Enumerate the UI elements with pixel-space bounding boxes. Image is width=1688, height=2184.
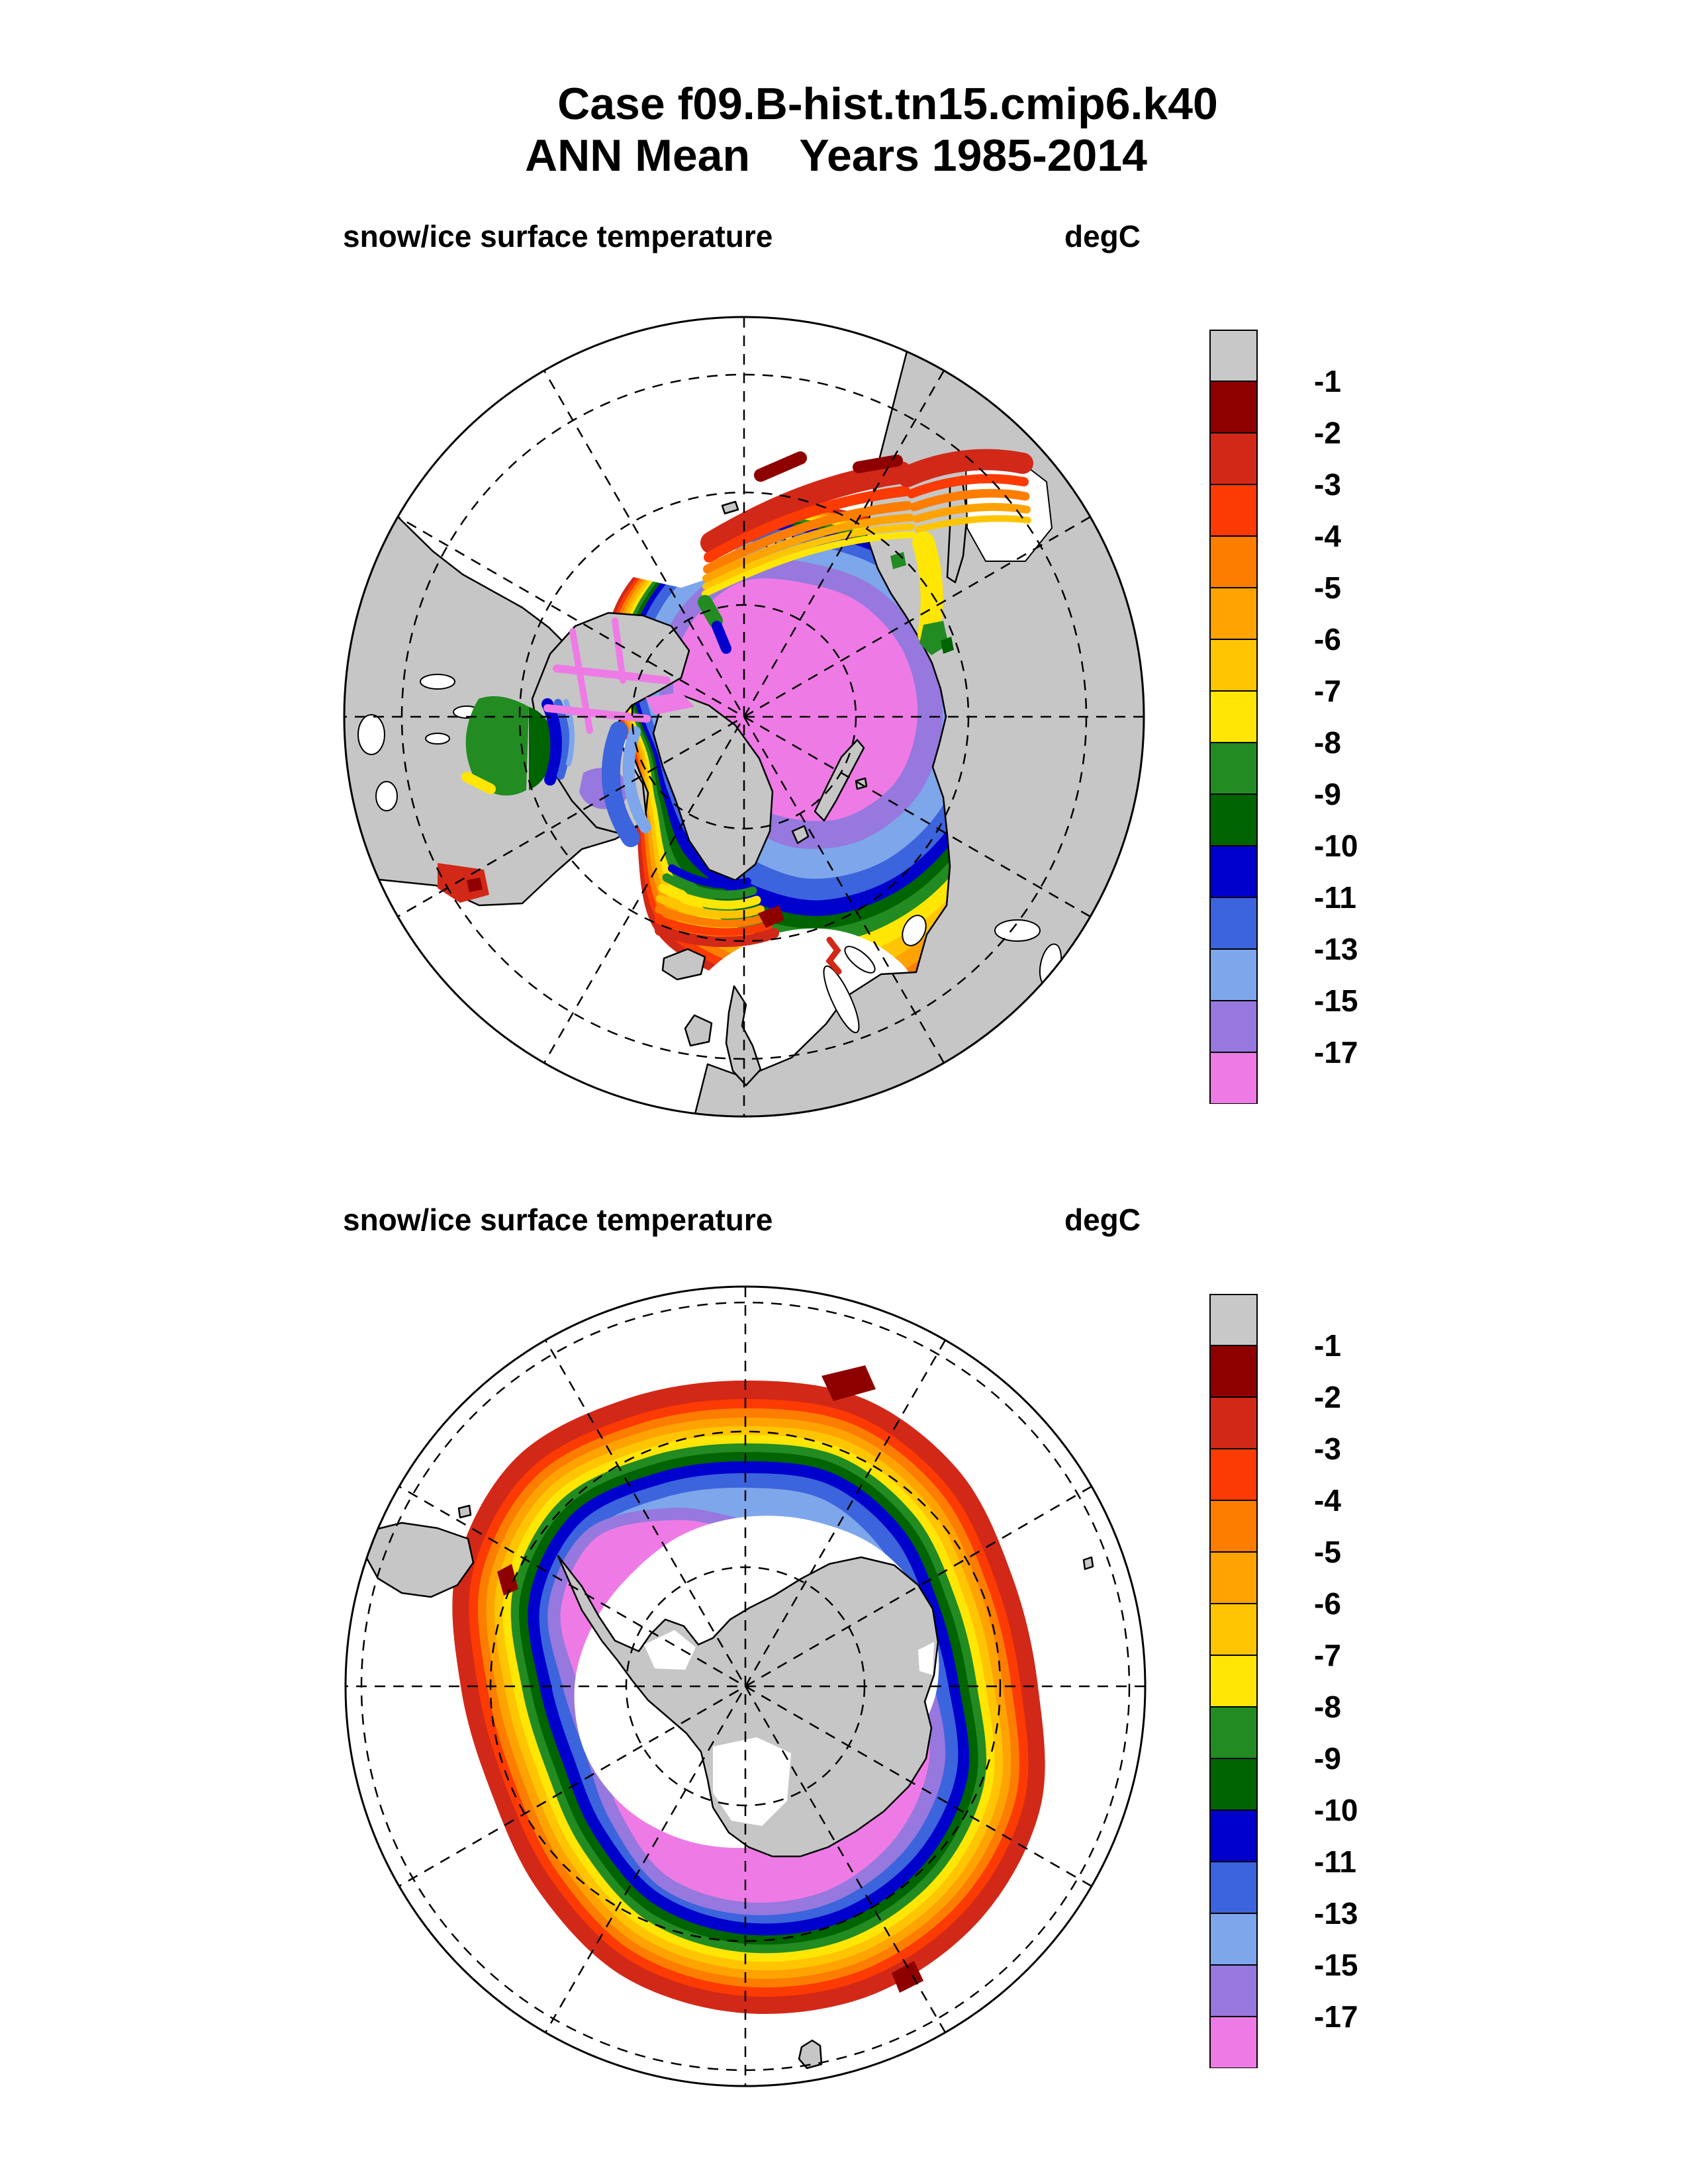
colorbar-tick-label: -2 [1314,416,1341,450]
colorbar-tick-label: -13 [1314,932,1358,966]
panel2-variable-label: snow/ice surface temperature [343,1203,773,1237]
colorbar-tick-label: -1 [1314,1328,1341,1363]
colorbar-tick-label: -4 [1314,1483,1341,1518]
lake-athabasca [426,733,449,744]
colorbar-cell [1209,1345,1258,1397]
colorbar-cell [1209,1552,1258,1604]
colorbar-tick-label: -17 [1314,1999,1358,2034]
colorbar-cell [1209,691,1258,743]
great-bear-lake [420,674,455,689]
west-coast-ice-free-area-2 [376,782,397,811]
figure-season-years: ANN Mean Years 1985-2014 [525,130,1147,181]
panel1-variable-label: snow/ice surface temperature [343,219,773,253]
colorbar-cell [1209,794,1258,846]
colorbar-tick-label: -6 [1314,622,1341,657]
colorbar-cell [1209,588,1258,639]
labrador-darkred-speck [467,878,483,892]
colorbar-cell [1209,2017,1258,2068]
kamchatka-band-yellow [923,543,932,634]
colorbar-cell [1209,1810,1258,1862]
colorbar-cell [1209,1913,1258,1965]
colorbar-tick-label: -11 [1314,880,1356,915]
colorbar-tick-label: -3 [1314,1432,1341,1466]
colorbar-tick-label: -6 [1314,1586,1341,1621]
antarctic-map [338,1279,1152,2093]
colorbar-tick-label: -1 [1314,364,1341,398]
falkland-islands [459,1506,471,1518]
small-island-east [1084,1557,1093,1569]
panel1-units-label: degC [1064,219,1141,253]
colorbar-cell [1209,1001,1258,1052]
colorbar-tick-label: -9 [1314,777,1341,811]
colorbar-cell [1209,743,1258,794]
antarctic-colorbar [1209,1294,1358,2068]
panel2-units-label: degC [1064,1203,1141,1237]
colorbar-cell [1209,897,1258,949]
colorbar-cell [1209,1758,1258,1810]
colorbar-cell [1209,1052,1258,1104]
colorbar-tick-label: -7 [1314,674,1341,708]
colorbar-tick-label: -15 [1314,983,1358,1018]
colorbar-cell [1209,1862,1258,1913]
figure-title: Case f09.B-hist.tn15.cmip6.k40 [557,79,1218,129]
colorbar-cell [1209,1449,1258,1500]
colorbar-tick-label: -17 [1314,1035,1358,1069]
colorbar-tick-label: -13 [1314,1896,1358,1931]
colorbar-tick-label: -10 [1314,1793,1358,1827]
colorbar-cell [1209,1965,1258,2017]
colorbar-cell [1209,1500,1258,1552]
colorbar-tick-label: -10 [1314,829,1358,863]
colorbar-cell [1209,1604,1258,1655]
colorbar-tick-label: -5 [1314,1535,1341,1569]
colorbar-cell [1209,846,1258,897]
colorbar-cell [1209,949,1258,1001]
colorbar-tick-label: -8 [1314,1690,1341,1724]
colorbar-cell [1209,639,1258,691]
colorbar-cell [1209,536,1258,588]
arctic-map [337,310,1151,1124]
black-sea [995,920,1040,941]
colorbar-cell [1209,1294,1258,1345]
colorbar-tick-label: -3 [1314,467,1341,502]
colorbar-cell [1209,433,1258,484]
colorbar-tick-label: -8 [1314,725,1341,760]
colorbar-cell [1209,1655,1258,1707]
colorbar-tick-label: -11 [1314,1844,1356,1879]
chukotka-band-darkred [859,461,897,467]
colorbar-tick-label: -4 [1314,519,1341,553]
colorbar-cell [1209,1397,1258,1449]
colorbar-tick-label: -5 [1314,570,1341,605]
colorbar-tick-label: -2 [1314,1380,1341,1414]
arctic-colorbar [1209,330,1358,1104]
colorbar-tick-label: -7 [1314,1638,1341,1672]
west-coast-ice-free-area [358,715,385,754]
colorbar-tick-label: -9 [1314,1741,1341,1776]
colorbar-cell [1209,330,1258,381]
colorbar-cell [1209,484,1258,536]
colorbar-tick-label: -15 [1314,1948,1358,1982]
colorbar-cell [1209,381,1258,433]
colorbar-cell [1209,1707,1258,1758]
